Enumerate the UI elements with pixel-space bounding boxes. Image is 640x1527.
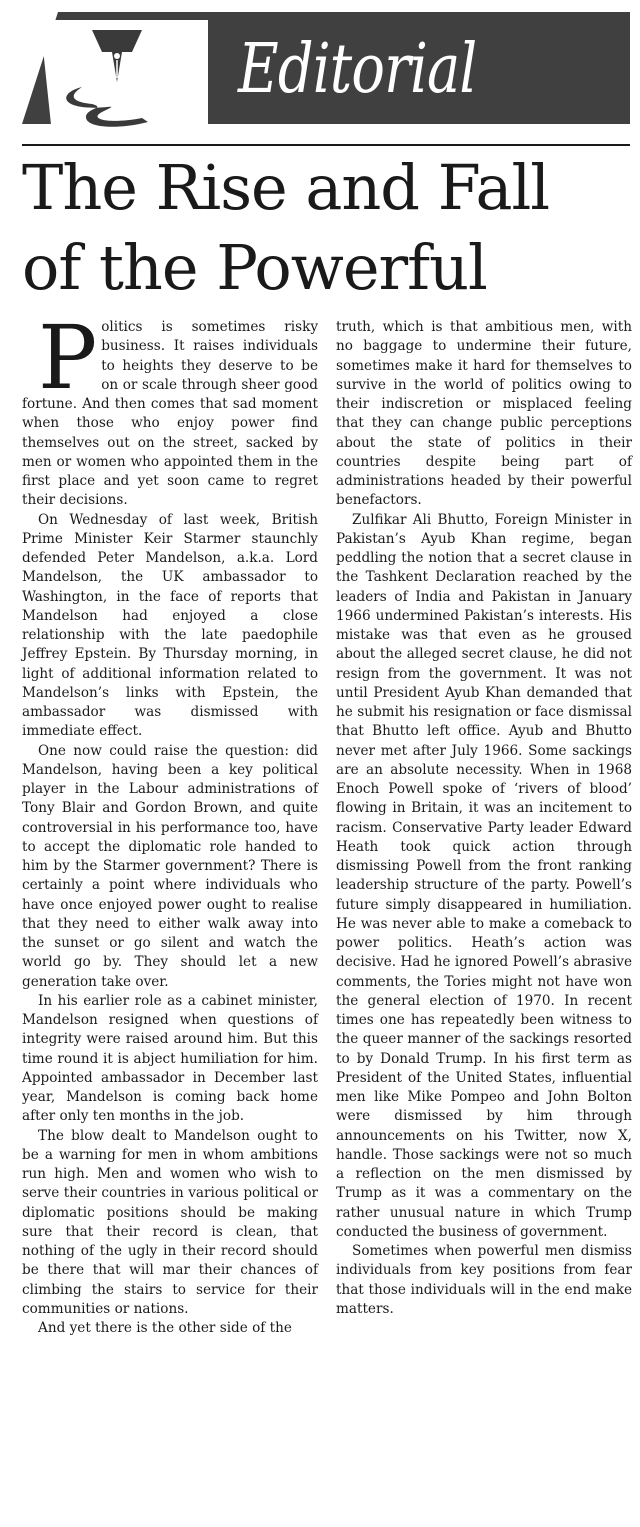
headline [22, 148, 630, 308]
drop-cap: P [38, 306, 98, 409]
paragraph [22, 306, 318, 511]
paragraph: truth, which is that ambitious men, with no baggage to undermine their future, sometimes make it hard for themselves to survive in the world of politics owing to their indiscretion or misplaced feeling that they can change public perceptions about the state of politics in their countries despite being part of administrations headed by their powerful benefactors. [336, 319, 632, 509]
paragraph: And yet there is the other side of the [38, 1320, 292, 1336]
paragraph-text: olitics is sometimes risky business. It raises individuals to heights they deserve to be on or scale through sheer good fortune. And then comes that sad moment when those who enjoy power find themselves out on the street, sacked by men or women who appointed them in the first place and yet soon came to regret their decisions. [22, 319, 318, 509]
paragraph: On Wednesday of last week, British Prime Minister Keir Starmer staunchly defended Peter Mandelson, a.k.a. Lord Mandelson, the UK ambassador to Washington, in the face of reports that Mandelson had enjoyed a close relationship with the late paedophile Jeffrey Epstein. By Thursday morning, in light of additional information related to Mandelson’s links with Epstein, the ambassador was dismissed with immediate effect. [22, 511, 318, 740]
headline-line-2: of the Powerful [22, 231, 487, 304]
headline-rule [22, 144, 630, 146]
paragraph: Sometimes when powerful men dismiss individuals from key positions from fear that those individuals will in the end make matters. [336, 1243, 632, 1317]
section-title: Editorial [238, 30, 477, 109]
paragraph: One now could raise the question: did Mandelson, having been a key political player in the Labour administrations of Tony Blair and Gordon Brown, and quite controversial in his performance too, have to accept the diplomatic role handed to him by the Starmer government? There is certainly a point where individuals who have once enjoyed power ought to realise that they need to either walk away into the sunset or go silent and watch the world go by. They should let a new generation take over. [22, 742, 318, 990]
headline-line-1: The Rise and Fall [22, 151, 550, 224]
paragraph: Zulfikar Ali Bhutto, Foreign Minister in Pakistan’s Ayub Khan regime, began peddling the notion that a secret clause in the Tashkent Declaration reached by the leaders of India and Pakistan in January 1966 undermined Pakistan’s interests. His mistake was that even as he groused about the alleged secret clause, he did not resign from the government. It was not until President Ayub Khan demanded that he submit his resignation or face dismissal that Bhutto left office. Ayub and Bhutto never met after July 1966. Some sackings are an absolute necessity. When in 1968 Enoch Powell spoke of ‘rivers of blood’ flowing in Britain, it was an incitement to racism. Conservative Party leader Edward Heath took quick action through dismissing Powell from the front ranking leadership structure of the party. Powell’s future simply disappeared in humiliation. He was never able to make a comeback to power politics. Heath’s action was decisive. Had he ignored Powell’s abrasive comments, the Tories might not have won the general election of 1970. In recent times one has repeatedly been witness to the queer manner of the sackings resorted to by Donald Trump. In his first term as President of the United States, influential men like Mike Pompeo and John Bolton were dismissed by him through announcements on his Twitter, now X, handle. Those sackings were not so much a reflection on the men dismissed by Trump as it was a commentary on the rather unusual nature in which Trump conducted the business of government. [336, 511, 632, 1240]
article-column-right [336, 318, 632, 1319]
paragraph: In his earlier role as a cabinet minister, Mandelson resigned when questions of integrity were raised around him. But this time round it is abject humiliation for him. Appointed ambassador in December last year, Mandelson is coming back home after only ten months in the job. [22, 992, 318, 1125]
article-column-left [22, 306, 318, 1338]
paragraph: The blow dealt to Mandelson ought to be a warning for men in whom ambitions run high. Men and women who wish to serve their countries in various political or diplomatic positions should be making sure that their record is clean, that nothing of the ugly in their record should be there that will mar their chances of climbing the stairs to service for their communities or nations. [22, 1127, 318, 1317]
